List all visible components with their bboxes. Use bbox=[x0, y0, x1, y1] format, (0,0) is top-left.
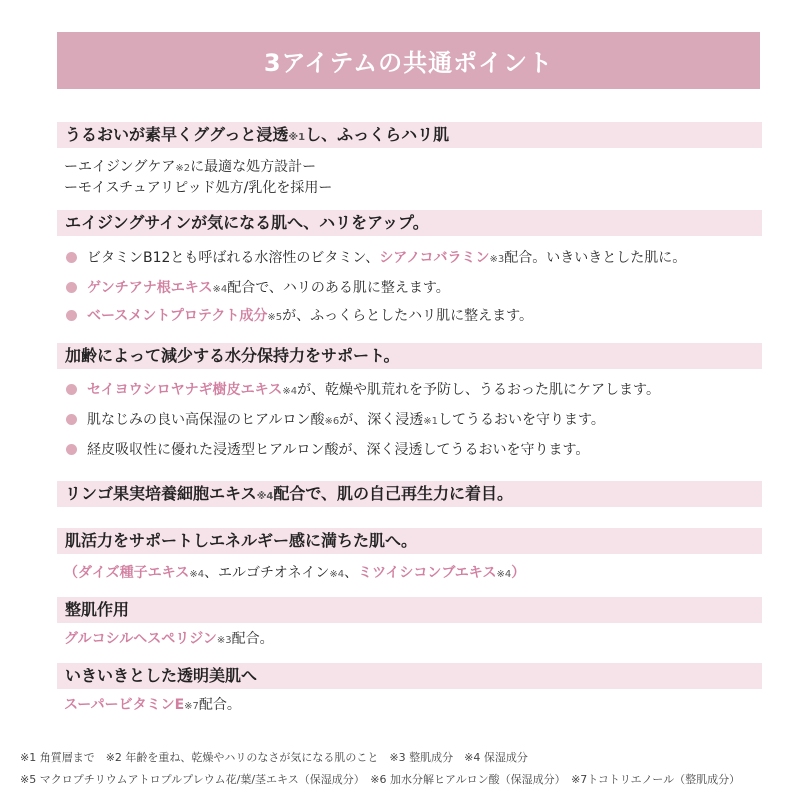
list-item bbox=[66, 278, 450, 300]
footnote-ref: ※1 bbox=[288, 132, 306, 143]
bullet-icon bbox=[66, 282, 77, 293]
heading-text: 配合で、肌の自己再生力に着目。 bbox=[273, 484, 514, 503]
bullet-icon bbox=[66, 444, 77, 455]
item-text: が、乾燥や肌荒れを予防し、うるおった肌にケアします。 bbox=[297, 382, 660, 398]
section-heading-hydration: 加齢によって減少する水分保持力をサポート。 bbox=[57, 343, 762, 369]
footnote-ref: ※1 bbox=[423, 416, 438, 427]
paren: （ bbox=[64, 565, 78, 581]
ingredient-name: スーパービタミンE bbox=[64, 697, 185, 713]
section-heading-clear-skin: いきいきとした透明美肌へ bbox=[57, 663, 762, 689]
bullet-icon bbox=[66, 384, 77, 395]
item-text: が、深く浸透 bbox=[339, 412, 424, 428]
heading-text: リンゴ果実培養細胞エキス bbox=[65, 484, 257, 503]
list-item bbox=[66, 306, 533, 328]
item-text: 配合。いきいきとした肌に。 bbox=[504, 250, 687, 266]
line-text: 、 bbox=[344, 565, 359, 581]
footnote-ref: ※5 bbox=[267, 312, 283, 323]
footnote-ref: ※2 bbox=[175, 163, 191, 174]
ingredient-name: セイヨウシロヤナギ樹皮エキス bbox=[87, 382, 283, 398]
item-text: 配合で、ハリのある肌に整えます。 bbox=[227, 280, 450, 296]
bullet-icon bbox=[66, 310, 77, 321]
item-text: ビタミンB12とも呼ばれる水溶性のビタミン、 bbox=[87, 250, 380, 266]
footnote-ref: ※6 bbox=[324, 416, 340, 427]
footnote-ref: ※3 bbox=[216, 635, 232, 646]
footnotes-line-2: ※5 マクロプチリウムアトロプルプレウム花/葉/茎エキス（保湿成分） ※6 加水分解ヒアルロン酸（保湿成分） ※7トコトリエノール（整肌成分） bbox=[20, 773, 741, 786]
item-text: 経皮吸収性に優れた浸透型ヒアルロン酸が、深く浸透してうるおいを守ります。 bbox=[87, 442, 590, 458]
heading-text: し、ふっくらハリ肌 bbox=[305, 125, 450, 144]
footnote-ref: ※4 bbox=[329, 569, 345, 580]
line-text: に最適な処方設計ー bbox=[190, 159, 317, 175]
page-title: 3アイテムの共通ポイント bbox=[57, 32, 760, 89]
footnote-ref: ※4 bbox=[189, 569, 205, 580]
item-text: してうるおいを守ります。 bbox=[437, 412, 605, 428]
bullet-icon bbox=[66, 414, 77, 425]
ingredient-name: ベースメントプロテクト成分 bbox=[87, 308, 268, 324]
ingredient-name: シアノコバラミン bbox=[379, 250, 490, 266]
heading-text: うるおいが素早くググっと浸透 bbox=[65, 125, 289, 144]
text-line: ーモイスチュアリピッド処方/乳化を採用ー bbox=[64, 180, 333, 196]
list-item bbox=[66, 440, 589, 460]
footnote-ref: ※4 bbox=[256, 491, 274, 502]
list-item bbox=[66, 248, 686, 270]
line-text: 配合。 bbox=[198, 697, 241, 713]
item-text: が、ふっくらとしたハリ肌に整えます。 bbox=[282, 308, 533, 324]
list-item bbox=[66, 380, 660, 402]
ingredient-name: グルコシルヘスペリジン bbox=[64, 631, 217, 647]
section-heading-skin-conditioning: 整肌作用 bbox=[57, 597, 762, 623]
footnote-ref: ※4 bbox=[212, 284, 228, 295]
list-item bbox=[66, 410, 605, 432]
section-heading-moisture bbox=[57, 122, 762, 148]
line-text: 配合。 bbox=[231, 631, 274, 647]
section-heading-vitality: 肌活力をサポートしエネルギー感に満ちた肌へ。 bbox=[57, 528, 762, 554]
paren: ） bbox=[511, 565, 526, 581]
ingredient-line bbox=[64, 695, 241, 717]
ingredient-name: ゲンチアナ根エキス bbox=[87, 280, 213, 296]
line-text: ーエイジングケア bbox=[64, 159, 176, 175]
item-text: 肌なじみの良い高保湿のヒアルロン酸 bbox=[87, 412, 325, 428]
section-heading-firmness: エイジングサインが気になる肌へ、ハリをアップ。 bbox=[57, 210, 762, 236]
text-line bbox=[64, 157, 316, 179]
footnote-ref: ※4 bbox=[282, 386, 298, 397]
bullet-icon bbox=[66, 252, 77, 263]
ingredient-line bbox=[64, 629, 274, 651]
footnote-ref: ※3 bbox=[489, 254, 505, 265]
footnote-ref: ※7 bbox=[184, 701, 199, 712]
footnotes-line-1: ※1 角質層まで ※2 年齢を重ね、乾燥やハリのなさが気になる肌のこと ※3 整肌成分 ※4 保湿成分 bbox=[20, 751, 528, 764]
footnote-ref: ※4 bbox=[496, 569, 512, 580]
line-text: 、エルゴチオネイン bbox=[204, 565, 330, 581]
ingredient-line bbox=[64, 563, 525, 585]
section-heading-apple-stem-cell bbox=[57, 481, 762, 507]
ingredient-name: ミツイシコンブエキス bbox=[358, 565, 497, 581]
ingredient-name: ダイズ種子エキス bbox=[78, 565, 190, 581]
